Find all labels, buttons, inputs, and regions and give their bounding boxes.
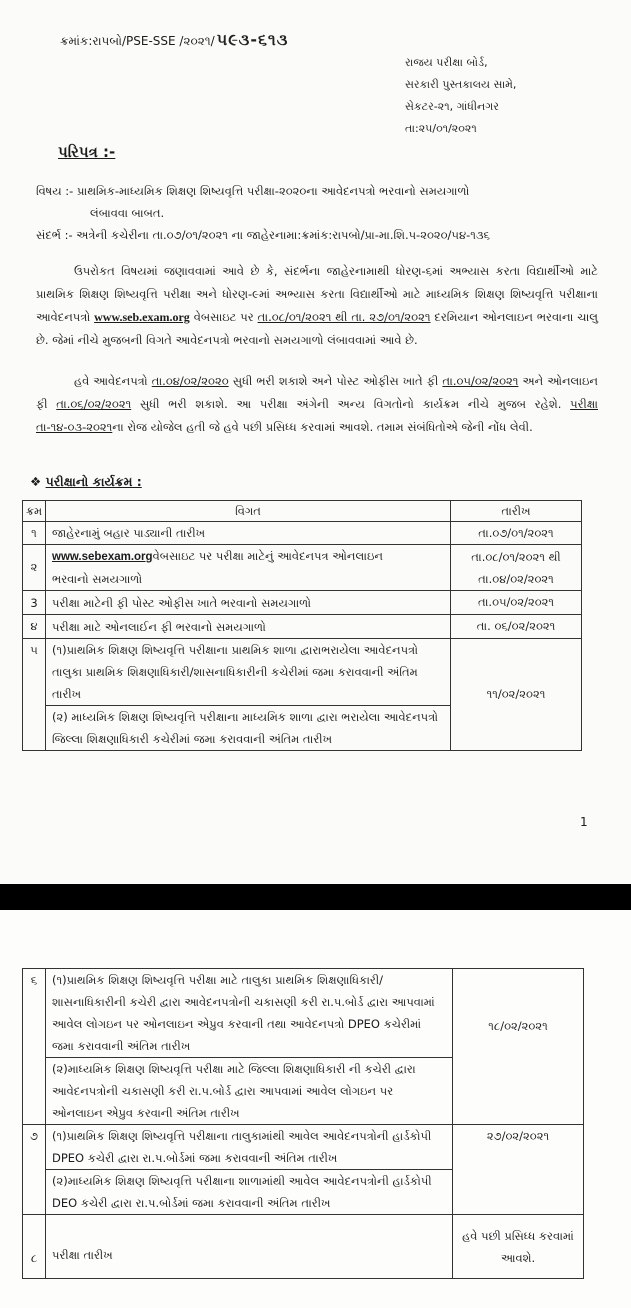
deadline-date: તા.૦૬/૦૨/૨૦૨૧ (56, 397, 132, 411)
column-header-detail: વિગત (46, 501, 451, 522)
paragraph-text: વેબસાઇટ પર (189, 310, 258, 324)
address-line: રાજય પરીક્ષા બોર્ડ, (405, 56, 488, 69)
table-row (23, 1125, 584, 1170)
row-date: ૨૭/૦૨/૨૦૨૧ (453, 1125, 584, 1215)
schedule-table-continued (22, 968, 584, 1279)
row-detail: (૧)પ્રાથમિક શિક્ષણ શિષ્યવૃત્તિ પરીક્ષાના પ્રાથમિક શાળા દ્વારાભરાયેલા આવેદનપત્રો તાલુકા પ્રાથમિક શિક્ષણાધિકારી/શાસનાધિકારીની કચેરીમાં જમા કરાવવાની અંતિમ તારીખ (46, 639, 451, 706)
table-header-row (23, 501, 582, 522)
document-page-2 (0, 910, 631, 1308)
paragraph-text: ના રોજ યોજેલ હતી જે હવે પછી પ્રસિધ્ધ કરવામાં આવશે. તમામ સંબંધિતોએ જેની નોંધ લેવી. (112, 420, 533, 434)
row-detail: (૨) માધ્યમિક શિક્ષણ શિષ્યવૃત્તિ પરીક્ષાના માધ્યમિક શાળા દ્વારા ભરાયેલા આવેદનપત્રો જિલ્લા શિક્ષણાધિકારી કચેરીમાં જમા કરાવવાની અંતિમ તારીખ (46, 706, 451, 751)
paragraph-text: સુધી ભરી શકાશે અને પોસ્ટ ઓફીસ ખાતે ફી (228, 374, 443, 388)
date-end: તા.૦૪/૦૨/૨૦૨૧ (478, 571, 554, 586)
row-detail: જાહેરનામું બહાર પાડ્યાની તારીખ (46, 522, 451, 545)
row-detail: (૨)માધ્યમિક શિક્ષણ શિષ્યવૃત્તિ પરીક્ષાના શાળામાંથી આવેલ આવેદનપત્રોની હાર્ડકોપી DEO કચેરી દ્વારા રા.પ.બોર્ડમાં જમા કરાવવાની અંતિમ તારીખ (46, 1170, 453, 1215)
row-number: ૪ (23, 615, 46, 639)
table-row (23, 639, 582, 706)
exam-date: પરીક્ષા તા-૧૪-૦૩-૨૦૨૧ (36, 397, 598, 434)
row-detail-text: વેબસાઇટ પર પરીક્ષા માટેનું આવેદનપત્ર ઓનલાઇન (152, 549, 383, 563)
row-date (451, 545, 582, 591)
table-row (23, 522, 582, 545)
body-paragraph-2 (36, 370, 598, 439)
row-detail: (૧)પ્રાથમિક શિક્ષણ શિષ્યવૃત્તિ પરીક્ષા માટે તાલુકા પ્રાથમિક શિક્ષણાધિકારી/ શાસનાધિકારીની કચેરી દ્વારા આવેદનપત્રોની ચકાસણી કરી રા.પ.બોર્ડ દ્વારા આપવામાં આવેલ લોગઇન પર ઓનલાઇન એપ્રુવ કરવાની તથા આવેદનપત્રો DPEO કચેરીમાં જમા કરાવવાની અંતિમ તારીખ (46, 969, 453, 1058)
diamond-bullet-icon: ❖ (30, 474, 42, 489)
row-detail (46, 545, 451, 591)
row-detail: પરીક્ષા માટેની ફી પોસ્ટ ઓફીસ ખાતે ભરવાનો સમયગાળો (46, 591, 451, 615)
reference-line: સંદર્ભ :- અત્રેની કચેરીના તા.૦૭/૦૧/૨૦૨૧ ના જાહેરનામા:ક્રમાંક:રાપબો/પ્રા-મા.શિ.પ-૨૦૨૦/૫૪-૧૩૬ (36, 228, 490, 242)
row-date: તા. ૦૬/૦૨/૨૦૨૧ (451, 615, 582, 639)
handwritten-number: ૫૯૩-૬૧૩ (216, 30, 289, 49)
paragraph-text: હવે આવેદનપત્રો (74, 374, 152, 388)
table-row (23, 591, 582, 615)
circular-date: તા:૨૫/૦૧/૨૦૨૧ (405, 122, 477, 135)
reference-number (60, 30, 288, 50)
column-header-date: તારીખ (451, 501, 582, 522)
row-number: ૬ (23, 969, 46, 1125)
date-start: તા.૦૮/૦૧/૨૦૨૧ થી (471, 549, 561, 564)
office-address (405, 52, 516, 140)
row-date: ૧૧/૦૨/૨૦૨૧ (451, 639, 582, 751)
row-number: ૫ (23, 639, 46, 751)
paragraph-text: ઉપરોકત વિષયમાં જણાવવામાં આવે છે કે, સંદર્ભના જાહેરનામાથી ધોરણ-૬માં અભ્યાસ કરતા વિદ્યાર્થીઓ માટે પ્રાથમિક શિક્ષણ શિષ્યવૃત્તિ પરીક્ષા અને ધોરણ-૯માં અભ્યાસ કરતા વિદ્યાર્થીઓ માટે માધ્યમિક શિક્ષણ શિષ્યવૃત્તિ પરીક્ષાના આવેદનપત્રો (36, 264, 598, 324)
website-link[interactable]: www.sebexam.org (52, 551, 153, 563)
subject-line-continued: લંબાવવા બાબત. (90, 206, 165, 220)
row-number: ૨ (23, 545, 46, 591)
date-range: તા.૦૮/૦૧/૨૦૨૧ થી તા. ૨૭/૦૧/૨૦૨૧ (257, 310, 431, 324)
schedule-title: પરીક્ષાનો કાર્યક્રમ : (45, 474, 142, 489)
table-row (23, 969, 584, 1058)
table-row (23, 1215, 584, 1279)
row-number: ૧ (23, 522, 46, 545)
table-row (23, 545, 582, 591)
reference-prefix: ક્રમાંક:રાપબો/PSE-SSE /૨૦૨૧/ (60, 34, 215, 48)
website-link[interactable]: www.seb.exam.org (94, 310, 190, 324)
row-date: ૧૮/૦૨/૨૦૨૧ (453, 969, 584, 1125)
row-date: હવે પછી પ્રસિધ્ધ કરવામાં આવશે. (453, 1215, 584, 1279)
address-line: સેકટર-૨૧, ગાંધીનગર (405, 100, 499, 113)
row-detail: (૧)પ્રાથમિક શિક્ષણ શિષ્યવૃત્તિ પરીક્ષાના તાલુકામાંથી આવેલ આવેદનપત્રોની હાર્ડકોપી DPEO કચેરી દ્વારા રા.પ.બોર્ડમાં જમા કરાવવાની અંતિમ તારીખ (46, 1125, 453, 1170)
paragraph-text: અને ઓનલાઇન ફી (36, 374, 598, 411)
row-date: તા.૦૭/૦૧/૨૦૨૧ (451, 522, 582, 545)
circular-title: પરિપત્ર :- (58, 143, 116, 161)
body-paragraph-1 (36, 260, 598, 352)
table-row (23, 615, 582, 639)
row-number: 3 (23, 591, 46, 615)
deadline-date: તા.૦૫/૦૨/૨૦૨૧ (442, 374, 519, 388)
row-detail-text: ભરવાનો સમયગાળો (52, 572, 143, 586)
row-detail: પરીક્ષા તારીખ (46, 1215, 453, 1279)
schedule-table (22, 500, 582, 751)
row-number: ૭ (23, 1125, 46, 1215)
subject-block (36, 180, 596, 246)
row-date: તા.૦૫/૦૨/૨૦૨૧ (451, 591, 582, 615)
paragraph-text: દરમિયાન ઓનલાઇન ભરવાના ચાલુ છે. જેમાં નીચે મુજબની વિગતે આવેદનપત્રો ભરવાનો સમયગાળો લંબાવવામાં આવે છે. (36, 310, 598, 347)
paragraph-text: સુધી ભરી શકાશે. આ પરીક્ષા અંગેની અન્ય વિગતોનો કાર્યક્રમ નીચે મુજબ રહેશે. (131, 397, 571, 411)
row-detail: (૨)માધ્યમિક શિક્ષણ શિષ્યવૃત્તિ પરીક્ષા માટે જિલ્લા શિક્ષણાધિકારી ની કચેરી દ્વારા આવેદનપત્રોની ચકાસણી કરી રા.પ.બોર્ડ દ્વારા આપવામાં આવેલ લોગઇન પર ઓનલાઇન એપ્રુવ કરવાની અંતિમ તારીખ (46, 1058, 453, 1125)
schedule-heading (30, 474, 142, 490)
subject-line: વિષય :- પ્રાથમિક-માધ્યમિક શિક્ષણ શિષ્યવૃત્તિ પરીક્ષા-૨૦૨૦ના આવેદનપત્રો ભરવાનો સમયગાળો (36, 184, 470, 198)
address-line: સરકારી પુસ્તકાલય સામે, (405, 78, 517, 91)
column-header-number: ક્રમ (23, 501, 46, 522)
page-separator (0, 884, 631, 910)
page-number: 1 (580, 815, 588, 829)
row-number: ૮ (23, 1215, 46, 1279)
deadline-date: તા.૦૪/૦૨/૨૦૨૦ (151, 374, 229, 388)
row-detail: પરીક્ષા માટે ઓનલાઈન ફી ભરવાનો સમયગાળો (46, 615, 451, 639)
